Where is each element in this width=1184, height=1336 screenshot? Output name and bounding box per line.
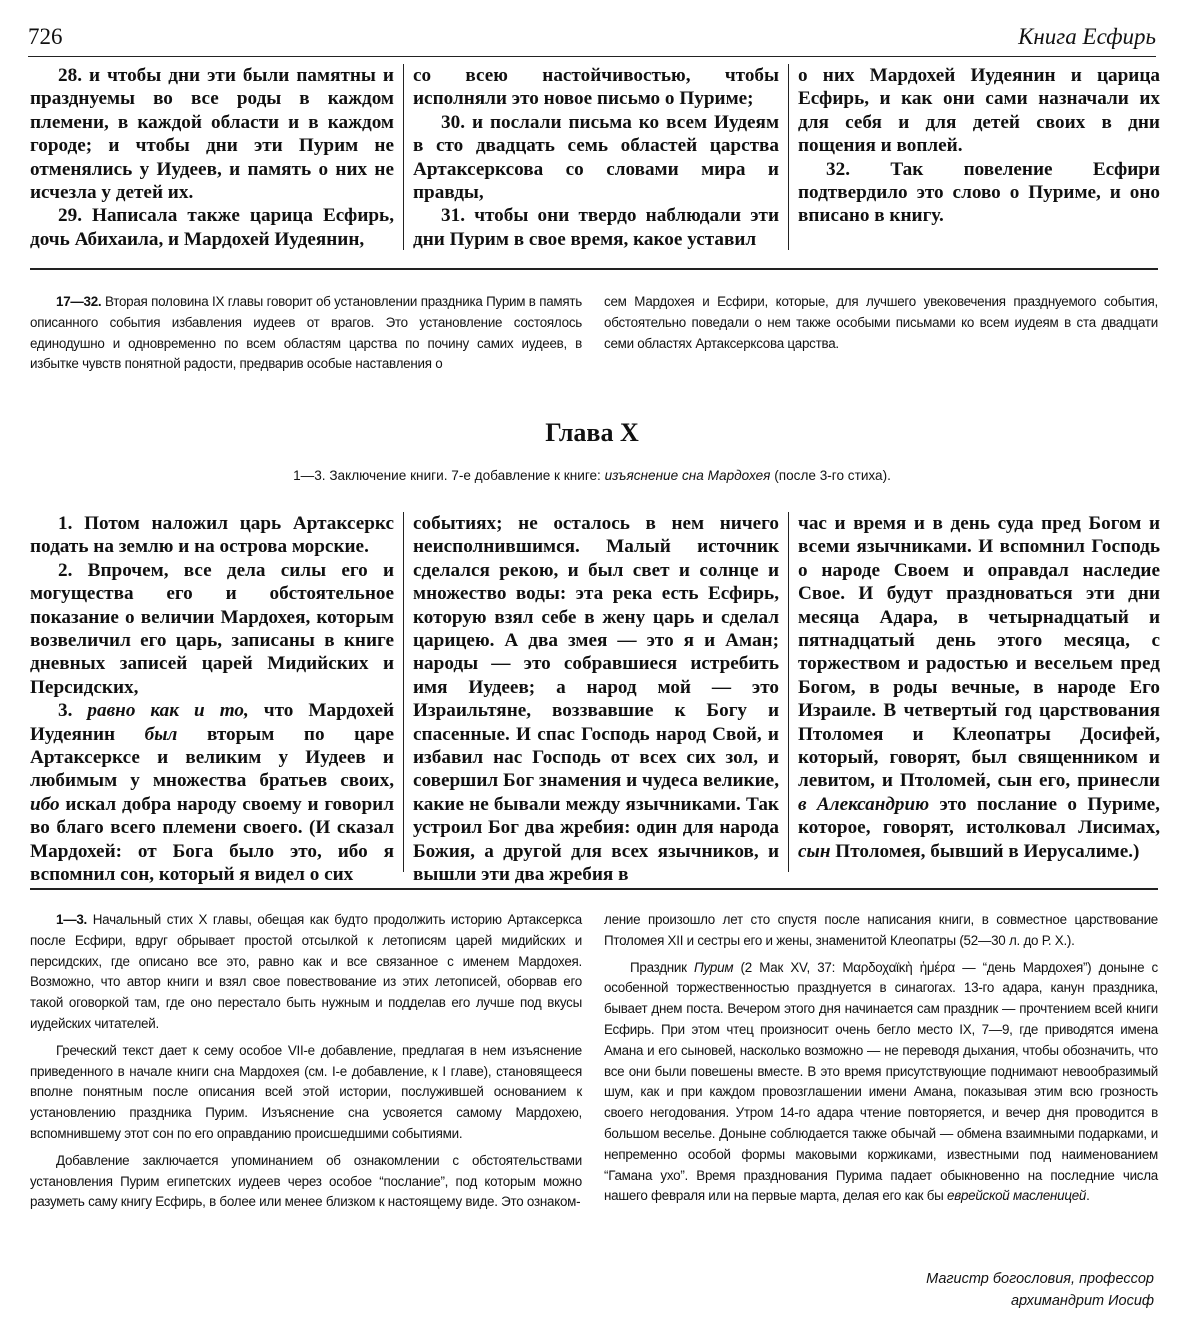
commentary-ref: 1—3. [56, 912, 88, 927]
commentary-ref: 17—32. [56, 294, 102, 309]
verse-3-continued: событиях; не осталось в нем ничего неисполнившимся. Малый источник сделался рекою, и был свет и солнце и множество воды: эта река есть Есфирь, которую взял себе в жену царь и сделал царицею. А два змея — это я и Аман; народы — это собравшиеся истребить имя Иудеев; а народ мой — это Израильтяне, воззвавшие к Богу и спасенные. И спас Господь народ Свой, и избавил нас Господь от всех сих зол, и совершил Бог знамения и чудеса великие, какие не бывали между язычниками. Так устроил Бог два жребия: один для народа Божия, а другой для всех язычников, и вышли эти два жребия в [413, 513, 779, 886]
top-column-3 [798, 64, 1160, 250]
section-rule [30, 268, 1158, 270]
column-divider [403, 512, 404, 872]
chapter-column-1 [30, 512, 395, 886]
author-title: Магистр богословия, профессор [926, 1271, 1154, 1287]
top-text-columns [30, 64, 1160, 250]
column-divider [403, 64, 404, 250]
commentary-1-3-right: ление произошло лет сто спустя после написания книги, в совместное царствование Птоломея XII и сестры его и жены, знаменитой Клеопатры (52—30 л. до Р. Х.). Праздник Пурим (2 Мак XV, 37: Μαρδοχαϊκὴ ἡμέρα — “день Мардохея”) доныне с особенной торжественностью празднуется в синагогах. 13-го адара, канун праздника, бывает днем поста. Вечером этого дня начинается сам праздник — прочтением всей книги Есфирь. При этом чтец произносит очень бегло место IX, 7—9, где приводятся имена Амана и его сыновей, насколько возможно — не переводя дыхания, чтобы обозначить, что все они были повешены вместе. В это время присутствующие поднимают невообразимый шум, как и при каждом провозглашении имени Амана, показывая этим всю грозность своего негодования. Утром 14-го адара чтение повторяется, и вечер дня проводится в большом веселье. Доныне соблюдается также обычай — обмена взаимными подарками, и непременно особой формы маковыми коржиками, известными под наименованием “Гамана ухо”. Время празднования Пурима падает обыкновенно на последние числа нашего февраля или на первые марта, делая его как бы еврейской масленицей. [604, 912, 1158, 1204]
commentary-17-32-right: сем Мардохея и Есфири, которые, для лучшего увековечения празднуемого события, обстоятельно поведали о нем также особыми письмами ко всем иудеям в ста двадцати семи областях Артаксерксова царства. [604, 294, 1158, 351]
chapter-summary: 1—3. Заключение книги. 7-е добавление к книге: изъяснение сна Мардохея (после 3-го стиха). [293, 468, 891, 483]
book-title: Книга Есфирь [1018, 24, 1156, 49]
verse-32: 32. Так повеление Есфири подтвердило это слово о Пуриме, и оно вписано в книгу. [798, 158, 1161, 227]
commentary-1-3-left: 1—3. Начальный стих X главы, обещая как будто продолжить историю Артаксеркса после Есфири, вдруг обрывает простой отсылкой к летописям царей мидийских и персидских, где описано все это, равно как и все связанное с именем Мардохея. Возможно, что автор книги и взял свое повествование из этих летописей, оборвав его такой оговоркой там, где оно перестало быть нужным и подделав его лучше под вкусы иудейских читателей. Греческий текст дает к сему особое VII-е добавление, предлагая в нем изъяснение приведенного в начале книги сна Мардохея (см. I-е добавление, к I главе), становящееся вполне понятным после описания всей этой истории, послужившей основанием к установлению праздника Пурим. Изъяснение сна усвояется самому Мардохею, вспомнившему этот сон по его оправданию происшедшими событиями. Добавление заключается упоминанием об ознакомлении с обстоятельствами установления Пурим египетских иудеев через особое “послание”, под которым можно разуметь саму книгу Есфирь, в более или менее близком к настоящему виде. Это ознаком- [30, 912, 582, 1210]
author-name: архимандрит Иосиф [1010, 1293, 1154, 1309]
verse-1: 1. Потом наложил царь Артаксеркс подать на землю и на острова морские. [30, 513, 395, 558]
commentary-17-32-left: 17—32. Вторая половина IX главы говорит об установлении праздника Пурим в память описанного события избавления иудеев от врагов. Это установление состоялось единодушно и одновременно по всем областям царства по почину самих иудеев, в избытке чувств понятной радости, предварив особые наставления о [30, 294, 582, 372]
author-signature [926, 1268, 1154, 1312]
verse-3-ending: час и время и в день суда пред Богом и всеми язычниками. И вспомнил Господь о народе Своем и оправдал наследие Свое. И будут праздноваться эти дни месяца Адара, в четырнадцатый и пятнадцатый день этого месяца, с торжеством и радостью и весельем пред Богом, в роды вечные, в народе Его Израиле. В четвертый год царствования Птоломея и Клеопатры Досифей, который, говорят, был священником и левитом, и Птоломей, сын его, принесли в Александрию это послание о Пуриме, которое, говорят, истолковал Лисимах, сын Птоломея, бывший в Иерусалиме.) [798, 513, 1160, 862]
verse-3: 3. равно как и то, что Мардохей Иудеянин был вторым по царе Артаксерксе и великим у Иудеев и любимым у множества братьев своих, ибо искал добра народу своему и говорил во благо всего племени своего. (И сказал Мардохей: от Бога было это, ибо я вспомнил сон, который я видел о сих [30, 700, 395, 886]
top-column-2 [413, 64, 779, 250]
chapter-column-3 [798, 512, 1160, 872]
chapter-title: Глава X [545, 418, 639, 447]
verse-28: 28. и чтобы дни эти были памятны и празднуемы во все роды в каждом племени, в каждой области и в каждом городе; и чтобы дни эти Пурим не отменялись у Иудеев, и память о них не исчезла у детей их. [30, 65, 394, 204]
verse-30: 30. и послали письма ко всем Иудеям в сто двадцать семь областей царства Артаксерксова со словами мира и правды, [413, 111, 780, 204]
top-column-1 [30, 64, 394, 250]
chapter-text-columns [30, 512, 1160, 886]
chapter-column-2 [413, 512, 779, 886]
column-divider [788, 512, 789, 872]
verse-29-continued: со всею настойчивостью, чтобы исполняли это новое письмо о Пуриме; [413, 65, 779, 110]
column-divider [788, 64, 789, 250]
section-rule [30, 888, 1158, 890]
verse-31-continued: о них Мардохей Иудеянин и царица Есфирь, и как они сами назначали их для себя и для детей своих в дни пощения и воплей. [798, 65, 1160, 157]
verse-29: 29. Написала также царица Есфирь, дочь Абихаила, и Мардохей Иудеянин, [30, 205, 394, 250]
verse-2: 2. Впрочем, все дела силы его и могущества его и обстоятельное показание о величии Мардохея, которым возвеличил его царь, записаны в книге дневных записей царей Мидийских и Персидских, [30, 559, 395, 698]
verse-31: 31. чтобы они твердо наблюдали эти дни Пурим в свое время, какое уставил [413, 205, 780, 250]
running-header [28, 22, 1156, 57]
page-number: 726 [28, 24, 63, 49]
